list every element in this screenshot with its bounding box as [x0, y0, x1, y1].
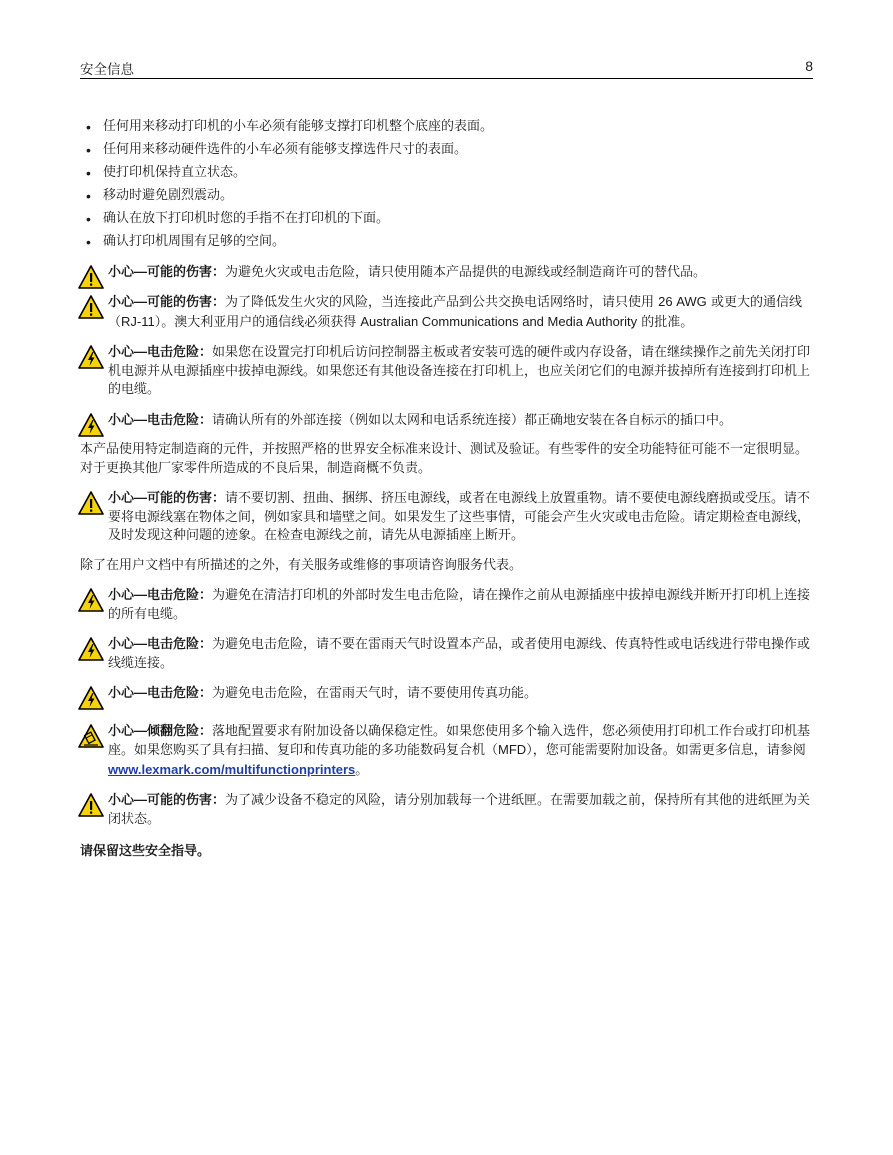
caution-notice	[80, 489, 813, 546]
shock-label: 小心—电击危险：	[108, 685, 213, 701]
electric-shock-icon	[78, 637, 104, 661]
section-title: 安全信息	[80, 62, 134, 78]
list-item: • 确认打印机周围有足够的空间。	[80, 233, 813, 252]
shock-notice	[80, 635, 813, 673]
tipping-text: 落地配置要求有附加设备以确保稳定性。如果您使用多个输入选件，您必须使用打印机工作台或打印机基座。如果您购买了具有扫描、复印和传真功能的多功能数码复合机（	[108, 723, 811, 759]
closing-statement: 请保留这些安全指导。	[80, 844, 211, 860]
caution-triangle-icon	[78, 295, 104, 319]
page-number: 8	[805, 58, 813, 74]
tipping-notice	[80, 722, 813, 781]
body-paragraph: 本产品使用特定制造商的元件，并按照严格的世界安全标准来设计、测试及验证。有些零件的安全功能特征可能不一定很明显。对于更换其他厂家零件所造成的不良后果，制造商概不负责。	[80, 442, 809, 476]
list-item: • 移动时避免剧烈震动。	[80, 187, 813, 206]
caution-label: 小心—可能的伤害：	[108, 263, 226, 279]
tipping-label: 小心—倾翻危险：	[108, 722, 213, 738]
shock-notice	[80, 586, 813, 624]
caution-text: 为了降低发生火灾的风险，当连接此产品到公共交换电话网络时，请只使用	[225, 295, 659, 311]
tipping-text: ），您可能需要附加设备。如需更多信息，请参阅	[526, 743, 806, 759]
lexmark-link[interactable]: www.lexmark.com/multifunctionprinters	[108, 761, 356, 777]
caution-text: 请不要切割、扭曲、捆绑、挤压电源线，或者在电源线上放置重物。请不要使电源线磨损或受压。请不要将电源线塞在物体之间，例如家具和墙壁之间。如果发生了这些事情，可能会产生火灾或电击危险。请定期检查电源线，及时发现这种问题的迹象。在检查电源线之前，请先从电源插座上断开。	[108, 491, 811, 544]
caution-triangle-icon	[78, 265, 104, 289]
electric-shock-icon	[78, 686, 104, 710]
electric-shock-icon	[78, 413, 104, 437]
shock-text: 为避免电击危险，在雷雨天气时，请不要使用传真功能。	[212, 686, 538, 702]
shock-notice	[80, 343, 813, 400]
list-item: • 使打印机保持直立状态。	[80, 164, 813, 183]
shock-text: 请确认所有的外部连接（例如以太网和电话系统连接）都正确地安装在各自标示的插口中。	[212, 412, 733, 428]
body-paragraph: 除了在用户文档中有所描述的之外，有关服务或维修的事项请咨询服务代表。	[80, 557, 523, 573]
list-item: • 任何用来移动硬件选件的小车必须有能够支撑选件尺寸的表面。	[80, 141, 813, 160]
caution-text-latin: RJ-11	[121, 313, 155, 329]
shock-label: 小心—电击危险：	[108, 344, 213, 360]
shock-label: 小心—电击危险：	[108, 636, 213, 652]
tipping-hazard-icon	[78, 724, 104, 748]
caution-triangle-icon	[78, 793, 104, 817]
page-header	[80, 58, 813, 79]
shock-notice	[80, 411, 813, 431]
caution-text: 或更大的通信线（	[108, 295, 802, 330]
page-content	[80, 118, 813, 862]
shock-notice	[80, 684, 813, 704]
caution-text: 为了减少设备不稳定的风险，请分别加载每一个进纸匣。在需要加载之前，保持所有其他的进纸匣为关闭状态。	[108, 793, 811, 827]
list-item: • 任何用来移动打印机的小车必须有能够支撑打印机整个底座的表面。	[80, 118, 813, 137]
caution-notice	[80, 791, 813, 829]
caution-text-latin: 26 AWG	[658, 294, 707, 310]
tipping-text: 。	[355, 762, 369, 778]
caution-text: ）。澳大利亚用户的通信线必须获得	[154, 314, 361, 330]
caution-notice	[80, 263, 813, 283]
shock-text: 如果您在设置完打印机后访问控制器主板或者安装可选的硬件或内存设备，请在继续操作之前先关闭打印机电源并从电源插座中拔掉电源线。如果您还有其他设备连接在打印机上，也应关闭它们的电源并拔掉所有连接到打印机上的电缆。	[108, 345, 811, 398]
caution-notice	[80, 293, 813, 332]
caution-label: 小心—可能的伤害：	[108, 792, 226, 808]
tipping-text-latin: MFD	[498, 742, 527, 758]
list-item: • 确认在放下打印机时您的手指不在打印机的下面。	[80, 210, 813, 229]
caution-text-latin: Australian Communications and Media Authority	[360, 313, 638, 329]
electric-shock-icon	[78, 345, 104, 369]
caution-triangle-icon	[78, 491, 104, 515]
caution-label: 小心—可能的伤害：	[108, 294, 226, 310]
shock-text: 为避免电击危险，请不要在雷雨天气时设置本产品，或者使用电源线、传真特性或电话线进行带电操作或线缆连接。	[108, 637, 811, 671]
caution-text: 的批准。	[637, 314, 694, 330]
caution-text: 为避免火灾或电击危险，请只使用随本产品提供的电源线或经制造商许可的替代品。	[225, 264, 707, 280]
shock-label: 小心—电击危险：	[108, 411, 213, 427]
bullet-list	[80, 118, 813, 252]
electric-shock-icon	[78, 588, 104, 612]
shock-text: 为避免在清洁打印机的外部时发生电击危险，请在操作之前从电源插座中拔掉电源线并断开打印机上连接的所有电缆。	[108, 588, 811, 622]
shock-label: 小心—电击危险：	[108, 587, 213, 603]
caution-label: 小心—可能的伤害：	[108, 490, 226, 506]
